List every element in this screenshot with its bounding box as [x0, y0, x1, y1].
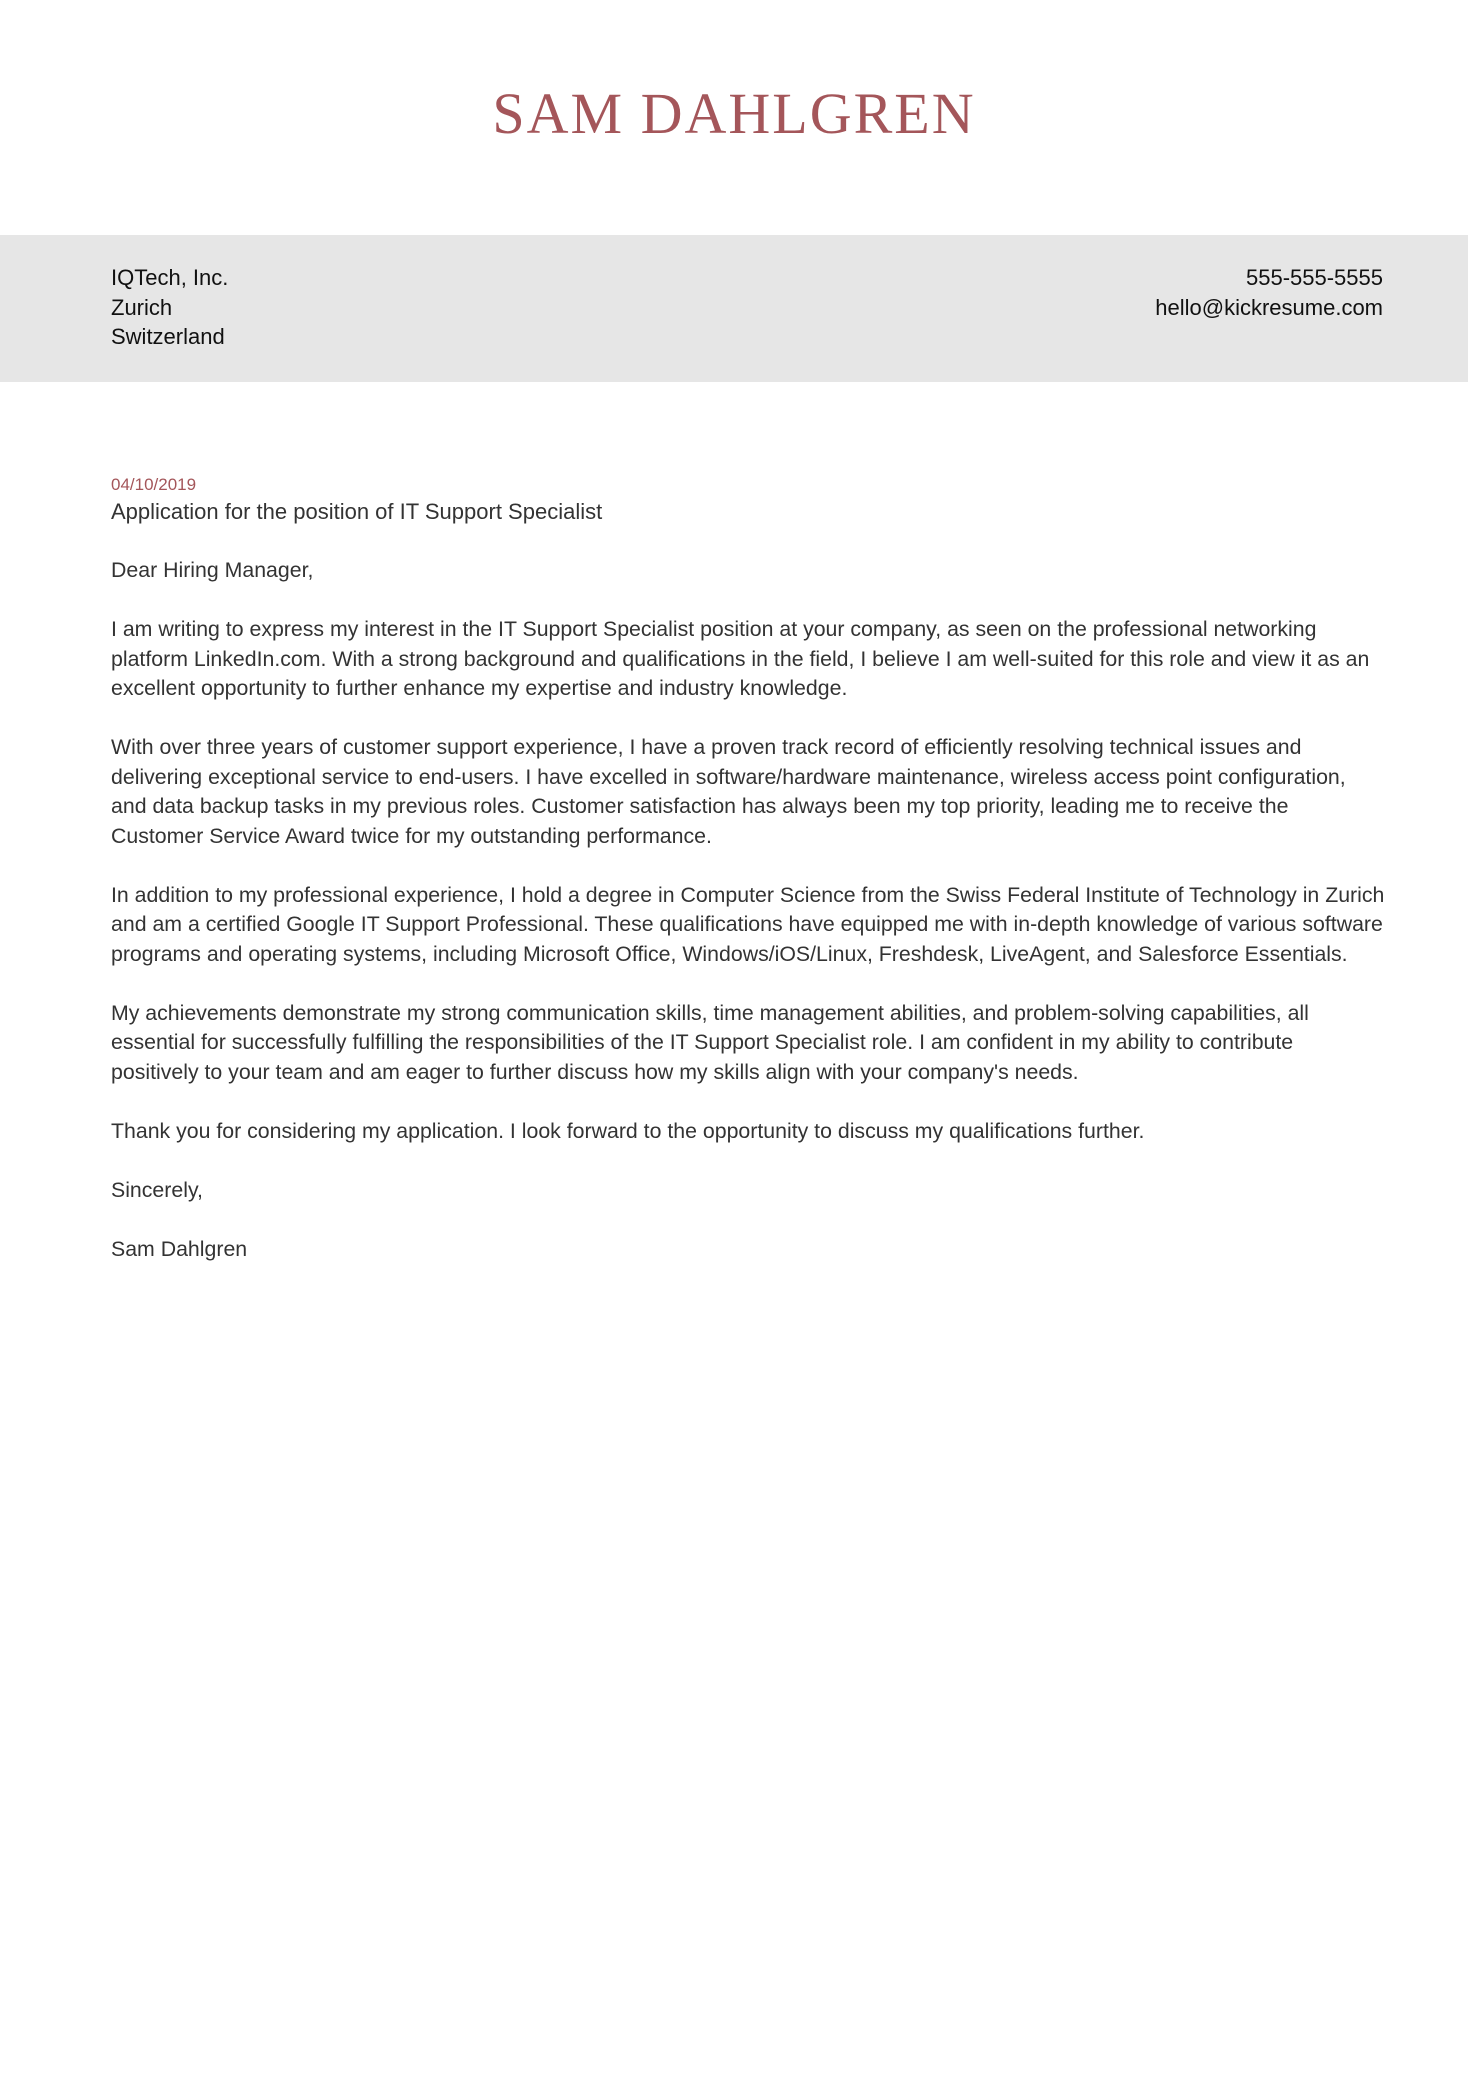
paragraph-1: I am writing to express my interest in the IT Support Specialist position at your company, as seen on the professional networking platform LinkedIn.com. With a strong background and qualifications in the field, I believe I am well-suited for this role and view it as an excellent opportunity to further enhance my expertise and industry knowledge.	[111, 617, 1370, 700]
paragraph-5: Thank you for considering my application. I look forward to the opportunity to discuss my qualifications further.	[111, 1118, 1145, 1143]
closing: Sincerely,	[111, 1177, 203, 1202]
letter-date: 04/10/2019	[111, 475, 197, 494]
letter-subject: Application for the position of IT Support Specialist	[111, 499, 603, 524]
sender-contact	[1155, 263, 1383, 322]
recipient-country: Switzerland	[111, 324, 225, 349]
paragraph-3: In addition to my professional experience, I hold a degree in Computer Science from the Swiss Federal Institute of Technology in Zurich and am a certified Google IT Support Professional. These qualifications have equipped me with in-depth knowledge of various software programs and operating systems, including Microsoft Office, Windows/iOS/Linux, Freshdesk, LiveAgent, and Salesforce Essentials.	[111, 882, 1385, 966]
applicant-name: SAM DAHLGREN	[492, 81, 976, 146]
signature: Sam Dahlgren	[111, 1236, 248, 1261]
salutation: Dear Hiring Manager,	[111, 558, 314, 582]
recipient-address	[111, 263, 228, 352]
contact-band	[0, 235, 1468, 382]
paragraph-4: My achievements demonstrate my strong communication skills, time management abilities, and problem-solving capabilities, all essential for successfully fulfilling the responsibilities of the IT Support Specialist role. I am confident in my ability to contribute positively to your team and am eager to further discuss how my skills align with your company's needs.	[111, 1000, 1309, 1084]
sender-email: hello@kickresume.com	[1155, 294, 1383, 320]
recipient-city: Zurich	[111, 294, 173, 320]
paragraph-2: With over three years of customer support experience, I have a proven track record of efficiently resolving technical issues and delivering exceptional service to end-users. I have excelled in software/hardware maintenance, wireless access point configuration, and data backup tasks in my previous roles. Customer satisfaction has always been my top priority, leading me to receive the Customer Service Award twice for my outstanding performance.	[111, 735, 1346, 848]
sender-phone: 555-555-5555	[1245, 265, 1383, 290]
recipient-company: IQTech, Inc.	[111, 265, 229, 290]
letter-body	[111, 473, 1386, 1294]
